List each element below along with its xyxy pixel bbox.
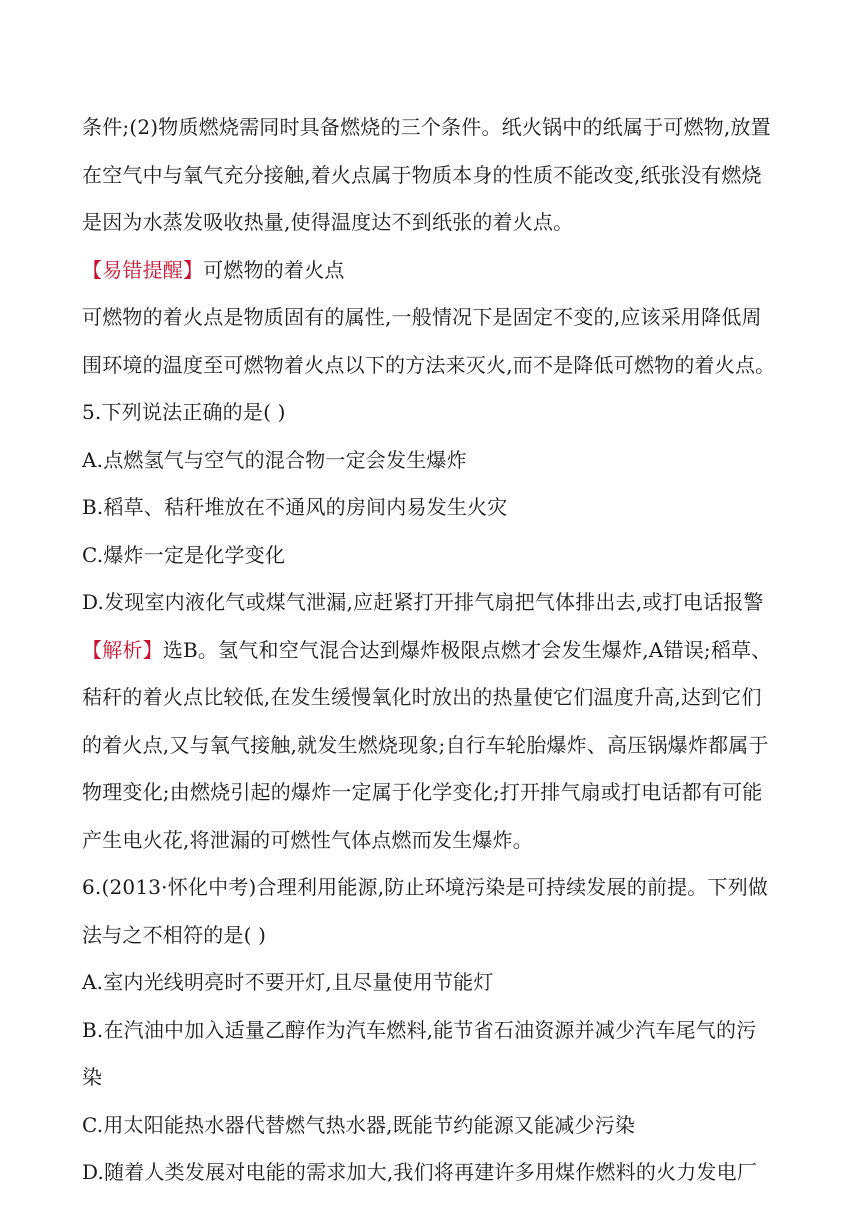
line-text: 染	[82, 1065, 103, 1089]
text-line	[82, 342, 782, 390]
question-5-stem	[82, 389, 782, 437]
line-text: 法与之不相符的是( )	[82, 922, 267, 947]
text-line	[82, 722, 782, 770]
line-text: 可燃物的着火点是物质固有的属性,一般情况下是固定不变的,应该采用降低周	[82, 305, 762, 329]
line-text: A.点燃氢气与空气的混合物一定会发生爆炸	[82, 447, 467, 472]
line-text: 在空气中与氧气充分接触,着火点属于物质本身的性质不能改变,纸张没有燃烧	[82, 162, 762, 187]
line-text: 产生电火花,将泄漏的可燃性气体点燃而发生爆炸。	[82, 827, 533, 852]
line-text: 物理变化;由燃烧引起的爆炸一定属于化学变化;打开排气扇或打电话都有可能	[82, 780, 763, 804]
line-text: 选B。氢气和空气混合达到爆炸极限点燃才会发生爆炸,A错误;稻草、	[162, 637, 772, 662]
text-line	[82, 294, 782, 342]
line-text: A.室内光线明亮时不要开灯,且尽量使用节能灯	[82, 970, 494, 994]
line-text: D.发现室内液化气或煤气泄漏,应赶紧打开排气扇把气体排出去,或打电话报警	[82, 590, 764, 614]
question-6-option-b	[82, 1007, 782, 1055]
question-6-option-a	[82, 959, 782, 1007]
question-6-stem	[82, 864, 782, 912]
line-text: 是因为水蒸发吸收热量,使得温度达不到纸张的着火点。	[82, 210, 574, 234]
line-text: C.用太阳能热水器代替燃气热水器,既能节约能源又能减少污染	[82, 1112, 636, 1137]
line-text: 条件;(2)物质燃烧需同时具备燃烧的三个条件。纸火锅中的纸属于可燃物,放置	[82, 115, 771, 139]
line-text: B.稻草、秸秆堆放在不通风的房间内易发生火灾	[82, 495, 508, 519]
question-5-option-a	[82, 437, 782, 485]
question-6-option-b-cont	[82, 1054, 782, 1102]
text-line	[82, 199, 782, 247]
text-line	[82, 769, 782, 817]
line-text: 6.(2013·怀化中考)合理利用能源,防止环境污染是可持续发展的前提。下列做	[82, 875, 769, 899]
error-reminder-heading	[82, 247, 782, 295]
analysis-tag: 【解析】	[82, 637, 163, 662]
text-line	[82, 152, 782, 200]
line-text: 的着火点,又与氧气接触,就发生燃烧现象;自行车轮胎爆炸、高压锅爆炸都属于	[82, 732, 769, 757]
line-text: D.随着人类发展对电能的需求加大,我们将再建许多用煤作燃料的火力发电厂	[82, 1160, 758, 1184]
question-5-option-b	[82, 484, 782, 532]
question-6-option-d	[82, 1149, 782, 1197]
error-reminder-tag: 【易错提醒】	[82, 257, 204, 282]
line-text: C.爆炸一定是化学变化	[82, 542, 286, 567]
line-text: 可燃物的着火点	[203, 257, 345, 282]
line-text: 5.下列说法正确的是( )	[82, 400, 286, 424]
question-5-option-c	[82, 532, 782, 580]
text-line	[82, 817, 782, 865]
question-5-option-d	[82, 579, 782, 627]
analysis-heading	[82, 627, 782, 675]
document-page	[82, 104, 782, 1197]
question-6-option-c	[82, 1102, 782, 1150]
line-text: B.在汽油中加入适量乙醇作为汽车燃料,能节省石油资源并减少汽车尾气的污	[82, 1017, 757, 1042]
line-text: 秸秆的着火点比较低,在发生缓慢氧化时放出的热量使它们温度升高,达到它们	[82, 685, 762, 709]
question-6-stem-cont	[82, 912, 782, 960]
text-line	[82, 104, 782, 152]
text-line	[82, 674, 782, 722]
line-text: 围环境的温度至可燃物着火点以下的方法来灭火,而不是降低可燃物的着火点。	[82, 352, 776, 377]
